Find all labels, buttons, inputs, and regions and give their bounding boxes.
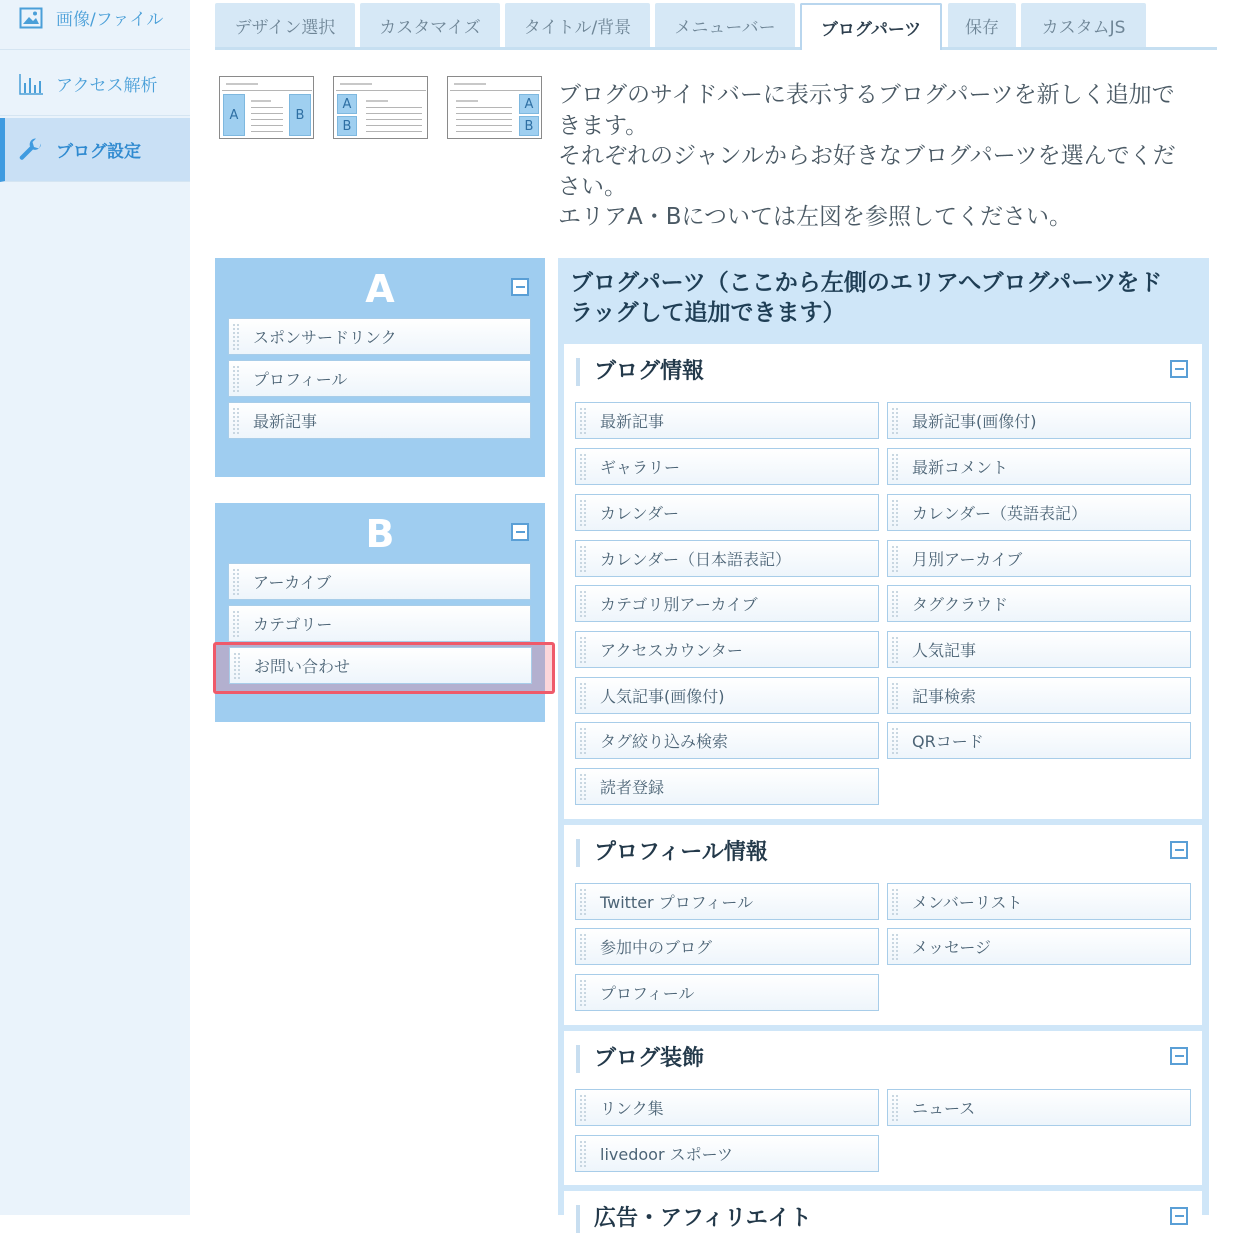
- tab-custom-js[interactable]: カスタムJS: [1021, 3, 1146, 47]
- section-collapse-button[interactable]: [1170, 1207, 1188, 1225]
- section-title: プロフィール情報: [576, 839, 768, 867]
- area-part-item[interactable]: アーカイブ: [228, 563, 531, 600]
- area-a-collapse-button[interactable]: [511, 278, 529, 296]
- parts-item[interactable]: タグクラウド: [887, 585, 1191, 622]
- parts-item[interactable]: メンバーリスト: [887, 883, 1191, 920]
- diagram-area-a: A: [337, 94, 357, 114]
- image-icon: [18, 5, 44, 31]
- intro-line: エリアA・Bについては左図を参照してください。: [558, 204, 1073, 230]
- diagram-area-b: B: [519, 116, 539, 136]
- bar-chart-icon: [18, 71, 44, 97]
- tab-title-background[interactable]: タイトル/背景: [505, 3, 650, 47]
- sidebar: [0, 0, 190, 1215]
- intro-line: それぞれのジャンルからお好きなブログパーツを選んでくだ: [558, 143, 1176, 169]
- tab-blog-parts[interactable]: ブログパーツ: [800, 3, 942, 50]
- section-collapse-button[interactable]: [1170, 841, 1188, 859]
- area-a-dropzone[interactable]: [215, 258, 545, 477]
- parts-item[interactable]: ギャラリー: [575, 448, 879, 485]
- sidebar-item-access-analysis[interactable]: [0, 52, 190, 116]
- parts-item[interactable]: アクセスカウンター: [575, 631, 879, 668]
- settings-tab-bar: [215, 3, 1217, 50]
- parts-section-ads-affiliate: [564, 1191, 1202, 1251]
- parts-item[interactable]: カテゴリ別アーカイブ: [575, 585, 879, 622]
- sidebar-item-label: アクセス解析: [56, 76, 158, 96]
- parts-item[interactable]: カレンダー: [575, 494, 879, 531]
- parts-item[interactable]: 最新コメント: [887, 448, 1191, 485]
- parts-section-blog-info: [564, 344, 1202, 819]
- heading-line: ラッグして追加できます）: [570, 300, 846, 326]
- diagram-area-b: B: [337, 116, 357, 136]
- area-b-title: B: [365, 512, 395, 556]
- blog-parts-panel: [558, 258, 1209, 1231]
- parts-item[interactable]: livedoor スポーツ: [575, 1135, 879, 1172]
- tab-design-select[interactable]: デザイン選択: [215, 3, 355, 47]
- parts-item[interactable]: タグ絞り込み検索: [575, 722, 879, 759]
- parts-section-profile-info: [564, 825, 1202, 1025]
- sidebar-item-label: 画像/ファイル: [56, 10, 164, 30]
- parts-item[interactable]: 人気記事: [887, 631, 1191, 668]
- wrench-icon: [18, 137, 44, 163]
- layout-diagram-ab-main: [333, 76, 428, 139]
- parts-item[interactable]: 最新記事(画像付): [887, 402, 1191, 439]
- parts-item[interactable]: カレンダー（日本語表記）: [575, 540, 879, 577]
- parts-section-blog-decoration: [564, 1031, 1202, 1185]
- parts-item[interactable]: ニュース: [887, 1089, 1191, 1126]
- area-a-title: A: [365, 267, 395, 311]
- section-collapse-button[interactable]: [1170, 1047, 1188, 1065]
- area-part-item[interactable]: スポンサードリンク: [228, 318, 531, 355]
- tab-customize[interactable]: カスタマイズ: [360, 3, 500, 47]
- parts-item[interactable]: プロフィール: [575, 974, 879, 1011]
- intro-line: ブログのサイドバーに表示するブログパーツを新しく追加で: [558, 82, 1175, 108]
- section-collapse-button[interactable]: [1170, 360, 1188, 378]
- parts-item[interactable]: 最新記事: [575, 402, 879, 439]
- parts-panel-heading: [570, 268, 1200, 328]
- section-title: ブログ情報: [576, 358, 704, 386]
- intro-description: [558, 80, 1208, 233]
- parts-item[interactable]: 参加中のブログ: [575, 928, 879, 965]
- parts-item[interactable]: Twitter プロフィール: [575, 883, 879, 920]
- parts-item[interactable]: メッセージ: [887, 928, 1191, 965]
- sidebar-item-blog-settings[interactable]: [0, 118, 190, 182]
- parts-item[interactable]: リンク集: [575, 1089, 879, 1126]
- area-b-collapse-button[interactable]: [511, 523, 529, 541]
- parts-item[interactable]: 読者登録: [575, 768, 879, 805]
- area-part-item-dragging[interactable]: お問い合わせ: [229, 647, 532, 684]
- section-title: 広告・アフィリエイト: [576, 1205, 812, 1233]
- layout-diagram-a-main-b: [219, 76, 314, 139]
- tab-save[interactable]: 保存: [948, 3, 1016, 47]
- diagram-area-a: A: [223, 94, 245, 136]
- area-part-item[interactable]: カテゴリー: [228, 605, 531, 642]
- section-title: ブログ装飾: [576, 1045, 704, 1073]
- sidebar-item-images[interactable]: [0, 0, 190, 50]
- diagram-area-a: A: [519, 94, 539, 114]
- layout-diagram-main-ab: [447, 76, 542, 139]
- parts-item[interactable]: 人気記事(画像付): [575, 677, 879, 714]
- parts-item[interactable]: カレンダー（英語表記）: [887, 494, 1191, 531]
- tab-menu-bar[interactable]: メニューバー: [655, 3, 795, 47]
- diagram-area-b: B: [289, 94, 311, 136]
- intro-line: きます。: [558, 112, 649, 139]
- sidebar-item-label: ブログ設定: [56, 142, 141, 162]
- parts-item[interactable]: QRコード: [887, 722, 1191, 759]
- heading-line: ブログパーツ（ここから左側のエリアへブログパーツをド: [570, 270, 1163, 296]
- intro-line: さい。: [558, 173, 627, 200]
- parts-item[interactable]: 記事検索: [887, 677, 1191, 714]
- area-part-item[interactable]: プロフィール: [228, 360, 531, 397]
- parts-item[interactable]: 月別アーカイブ: [887, 540, 1191, 577]
- area-part-item[interactable]: 最新記事: [228, 402, 531, 439]
